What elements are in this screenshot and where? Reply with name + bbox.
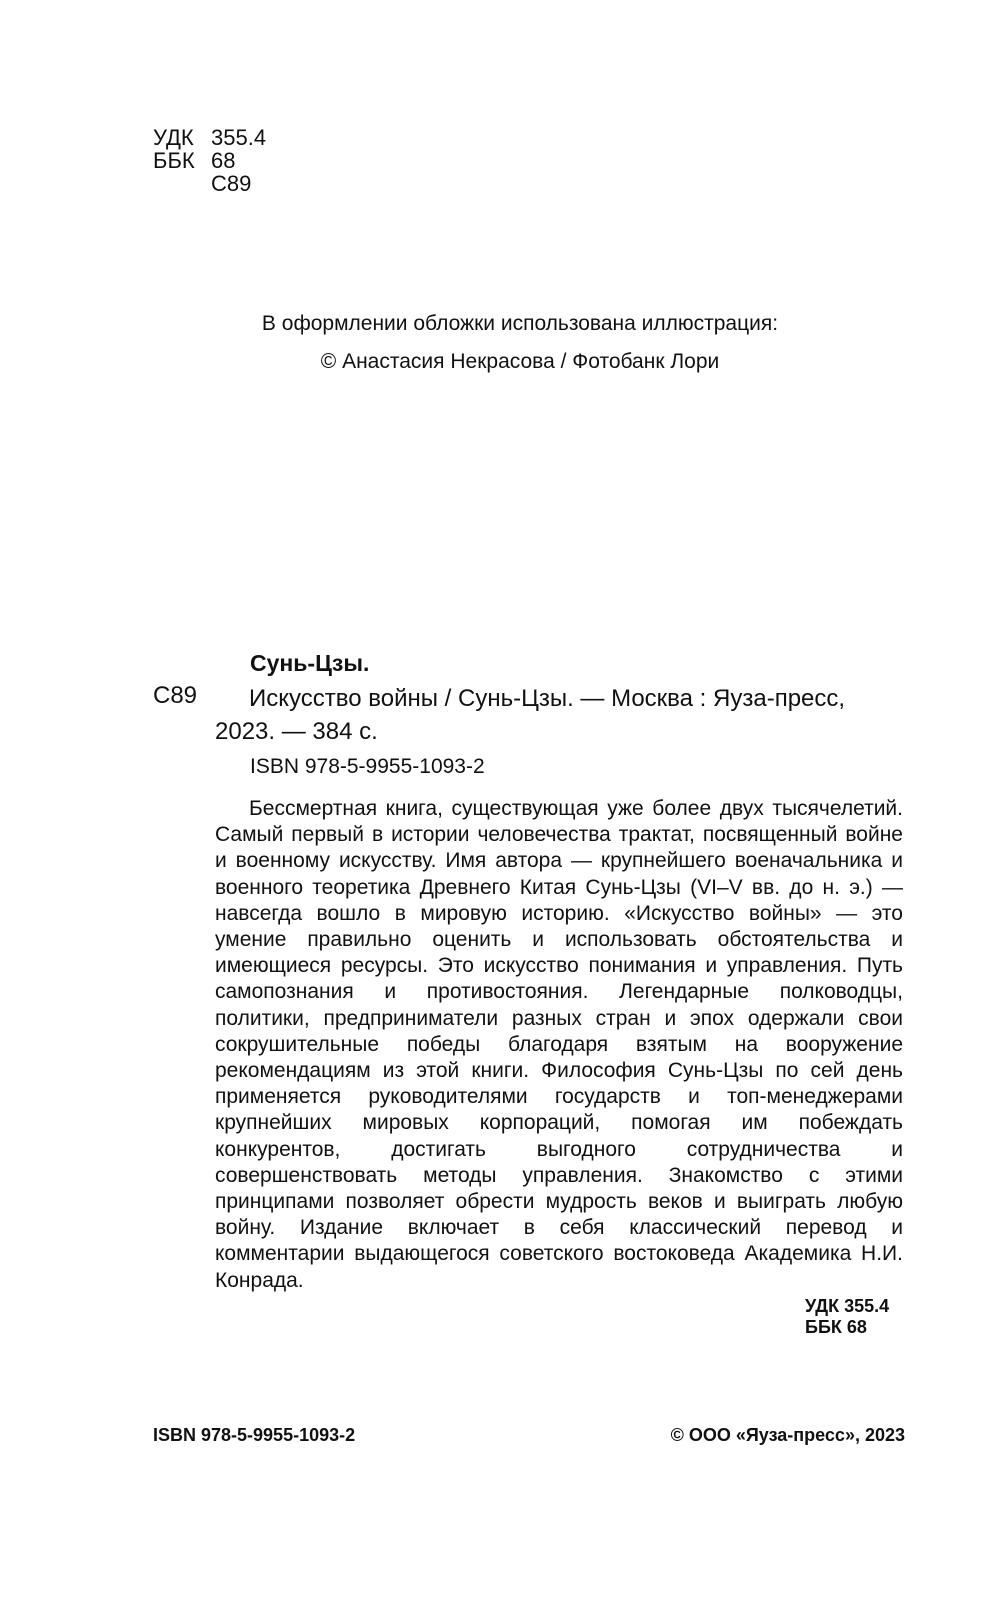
author-mark-top: С89 [211, 171, 252, 196]
bibliographic-description: Искусство войны / Сунь-Цзы. — Москва : Яуза-пресс, 2023. — 384 с. [215, 685, 846, 745]
udk-row [153, 126, 266, 149]
footer-copyright: © ООО «Яуза-пресс», 2023 [670, 1425, 905, 1445]
bbk-value: 68 [211, 148, 236, 173]
classification-block-top [153, 126, 266, 195]
cover-credit-line1: В оформлении обложки использована иллюстрация: [261, 312, 779, 335]
author-mark: С89 [153, 682, 198, 709]
isbn-record: ISBN 978-5-9955-1093-2 [250, 755, 485, 778]
udk-label: УДК [153, 125, 194, 150]
udk-bottom: УДК 355.4 [805, 1296, 890, 1316]
udk-value: 355.4 [211, 125, 267, 150]
bbk-bottom: ББК 68 [805, 1317, 867, 1337]
cover-credit-line2: © Анастасия Некрасова / Фотобанк Лори [320, 350, 720, 373]
footer-isbn: ISBN 978-5-9955-1093-2 [153, 1425, 356, 1445]
annotation-text: Бессмертная книга, существующая уже более двух тысячелетий. Самый первый в истории человечества трактат, посвященный войне и военному искусству. Имя автора — крупнейшего военачальника и военного теоретика Древнего Китая Сунь-Цзы (VI–V вв. до н. э.) — навсегда вошло в мировую историю. «Искусство войны» — это умение правильно оценить и использовать обстоятельства и имеющиеся ресурсы. Это искусство понимания и управления. Путь самопознания и противостояния. Легендарные полководцы, политики, предприниматели разных стран и эпох одержали свои сокрушительные победы благодаря взятым на вооружение рекомендациям из этой книги. Философия Сунь-Цзы по сей день применяется руководителями государств и топ-менеджерами крупнейших мировых корпораций, помогая им побеждать конкурентов, достигать выгодного сотрудничества и совершенствовать методы управления. Знакомство с этими принципами позволяет обрести мудрость веков и выиграть любую войну. Издание включает в себя классический перевод и комментарии выдающегося советского востоковеда Академика Н.И. Конрада. [215, 797, 903, 1292]
bbk-row [153, 149, 266, 172]
bbk-label: ББК [153, 148, 195, 173]
author-mark-row [153, 172, 266, 195]
classification-block-bottom [805, 1296, 889, 1338]
author-heading: Сунь-Цзы. [250, 650, 370, 676]
